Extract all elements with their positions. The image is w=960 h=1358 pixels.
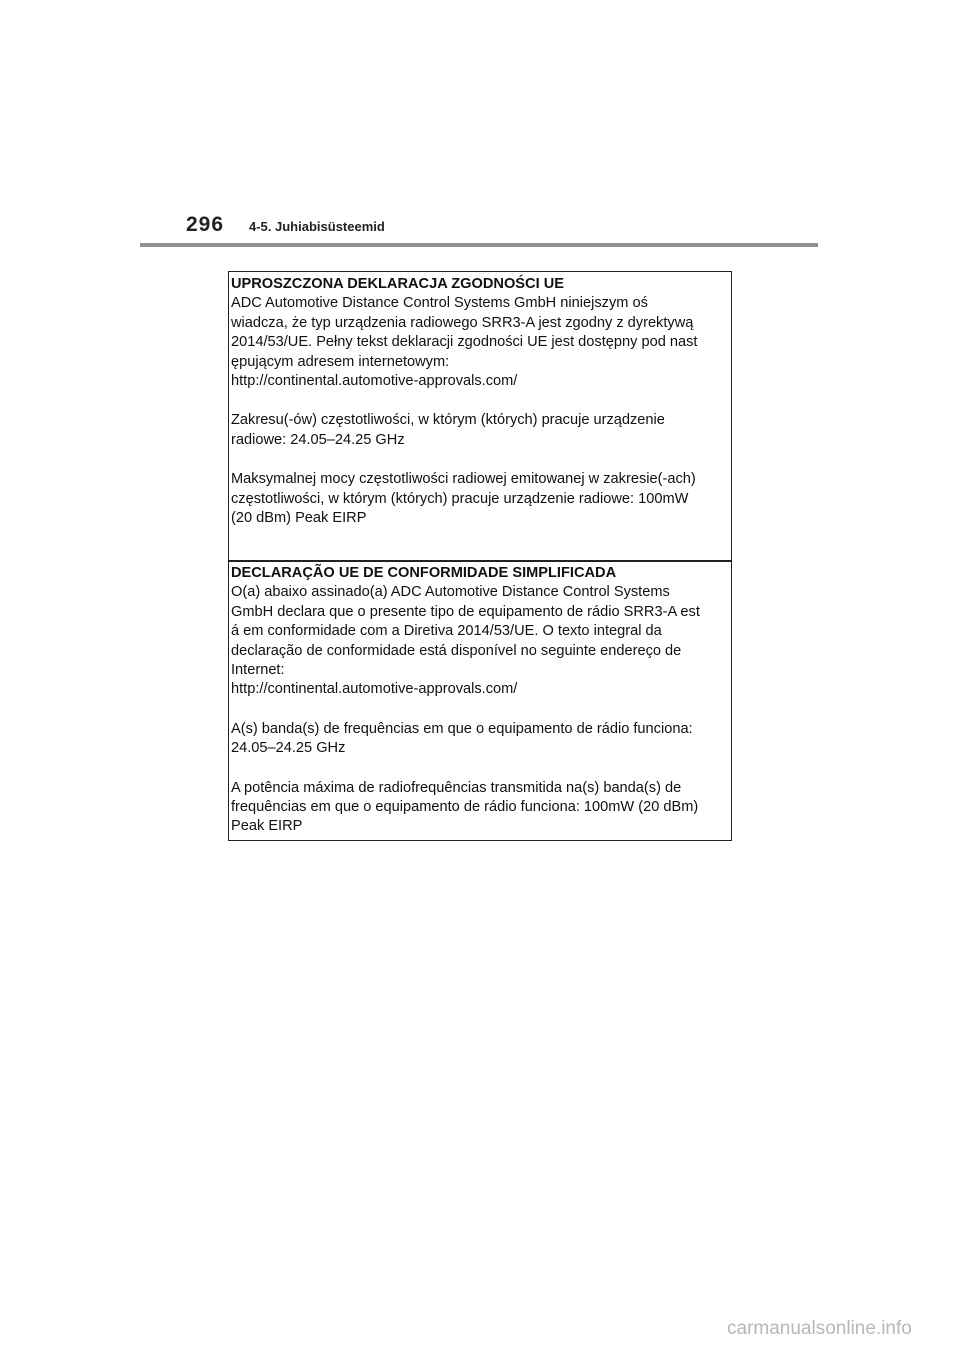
page-number: 296 xyxy=(186,213,225,236)
polish-frequency-paragraph xyxy=(231,411,731,450)
text-line: ADC Automotive Distance Control Systems GmbH niniejszym oś xyxy=(231,295,648,312)
text-line: Internet: xyxy=(231,662,285,679)
text-line: częstotliwości, w którym (których) pracuje urządzenie radiowe: 100mW xyxy=(231,490,689,507)
section-title: 4-5. Juhiabisüsteemid xyxy=(249,219,385,234)
text-line: O(a) abaixo assinado(a) ADC Automotive Distance Control Systems xyxy=(231,584,670,601)
text-line: A(s) banda(s) de frequências em que o equipamento de rádio funciona: xyxy=(231,720,693,737)
text-line: á em conformidade com a Diretiva 2014/53/UE. O texto integral da xyxy=(231,623,662,640)
polish-declaration-title: UPROSZCZONA DEKLARACJA ZGODNOŚCI UE xyxy=(231,276,564,292)
polish-intro-paragraph xyxy=(231,294,731,391)
portuguese-power-paragraph xyxy=(231,779,731,837)
portuguese-declaration-box xyxy=(228,560,732,841)
text-line: wiadcza, że typ urządzenia radiowego SRR3-A jest zgodny z dyrektywą xyxy=(231,314,694,331)
site-watermark: carmanualsonline.info xyxy=(727,1318,912,1339)
polish-power-paragraph xyxy=(231,470,731,528)
url-line: http://continental.automotive-approvals.com/ xyxy=(231,373,518,390)
text-line: A potência máxima de radiofrequências transmitida na(s) banda(s) de xyxy=(231,779,682,796)
portuguese-declaration-title: DECLARAÇÃO UE DE CONFORMIDADE SIMPLIFICADA xyxy=(231,565,617,581)
text-line: radiowe: 24.05–24.25 GHz xyxy=(231,431,405,448)
text-line: (20 dBm) Peak EIRP xyxy=(231,510,367,527)
text-line: ępującym adresem internetowym: xyxy=(231,353,450,370)
header-divider xyxy=(140,243,818,247)
text-line: Maksymalnej mocy częstotliwości radiowej emitowanej w zakresie(-ach) xyxy=(231,471,696,488)
portuguese-intro-paragraph xyxy=(231,583,731,699)
text-line: 2014/53/UE. Pełny tekst deklaracji zgodności UE jest dostępny pod nast xyxy=(231,334,698,351)
polish-declaration-box xyxy=(228,271,732,562)
url-line: http://continental.automotive-approvals.com/ xyxy=(231,681,518,698)
text-line: frequências em que o equipamento de rádio funciona: 100mW (20 dBm) xyxy=(231,799,699,816)
text-line: GmbH declara que o presente tipo de equipamento de rádio SRR3-A est xyxy=(231,603,700,620)
text-line: 24.05–24.25 GHz xyxy=(231,740,346,757)
portuguese-frequency-paragraph xyxy=(231,720,731,759)
text-line: Zakresu(-ów) częstotliwości, w którym (których) pracuje urządzenie xyxy=(231,412,665,429)
text-line: Peak EIRP xyxy=(231,818,303,835)
text-line: declaração de conformidade está disponível no seguinte endereço de xyxy=(231,642,682,659)
